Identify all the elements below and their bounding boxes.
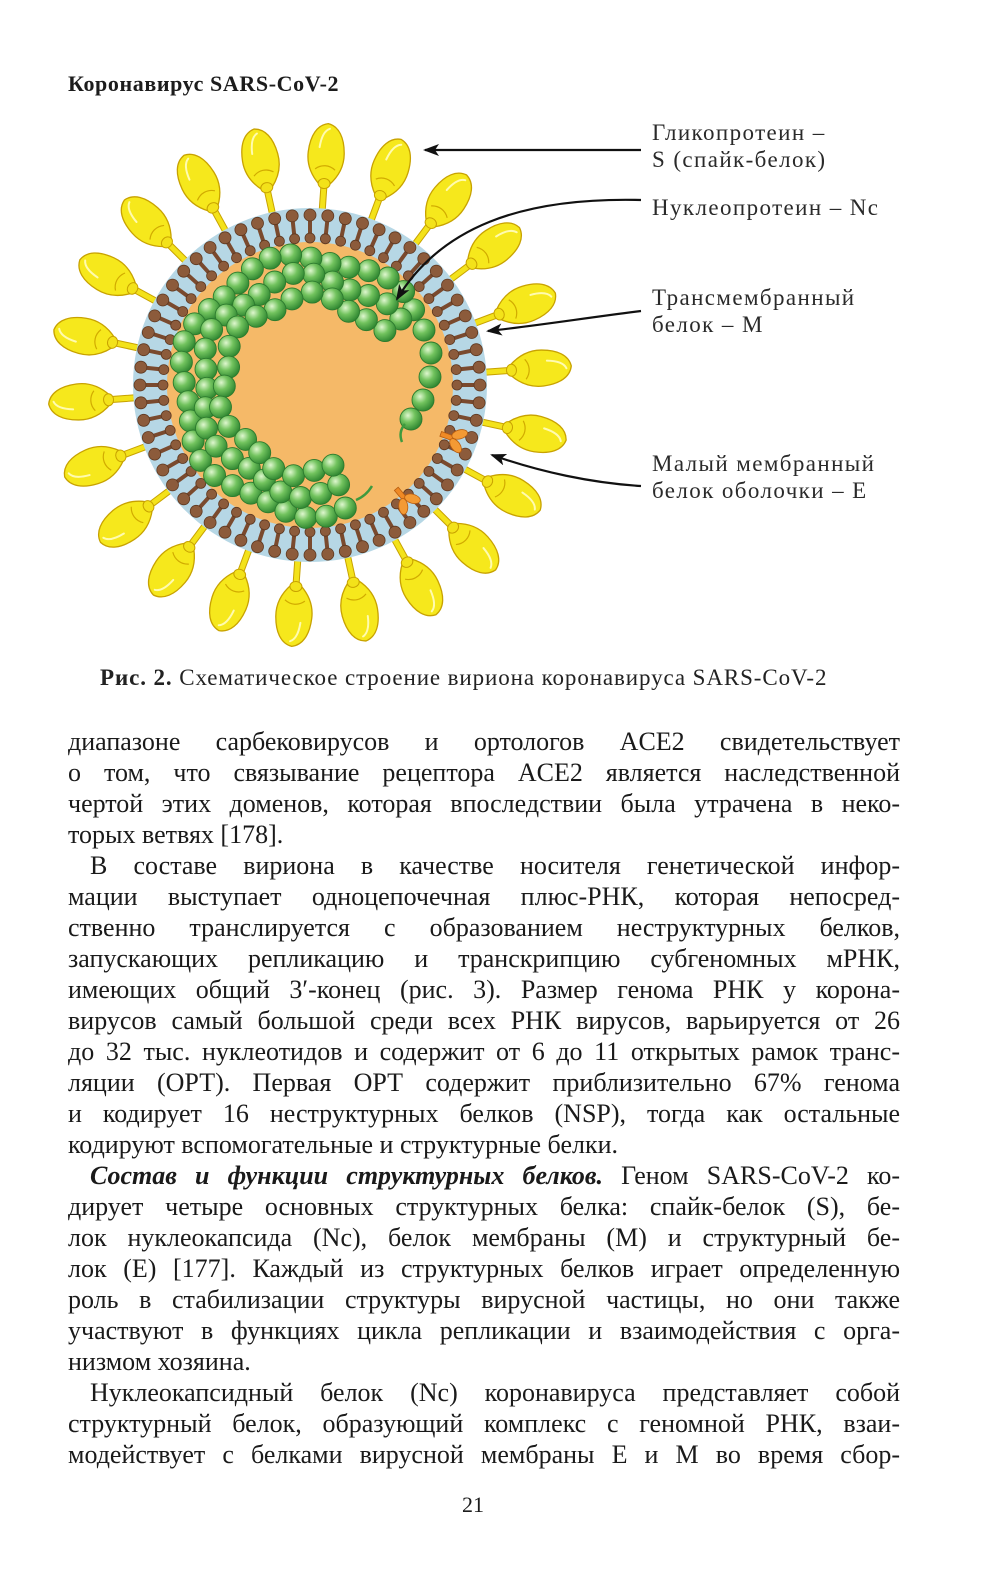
nucleocapsid-bead bbox=[413, 319, 435, 341]
text-line: диапазоне сарбековирусов и ортологов ACE2 свидетельствует bbox=[68, 727, 900, 756]
label-line: белок оболочки – E bbox=[652, 478, 868, 503]
text-line: лок (E) [177]. Каждый из структурных белков играет определенную bbox=[68, 1254, 900, 1283]
text-line: запускающих репликацию и транскрипцию субгеномных мРНК, bbox=[68, 944, 900, 973]
text-line: дирует четыре основных структурных белка: спайк-белок (S), бе- bbox=[68, 1192, 900, 1221]
nucleocapsid-bead bbox=[170, 351, 192, 373]
text-line: о том, что связывание рецептора ACE2 является наследственной bbox=[68, 758, 900, 787]
nucleocapsid-bead bbox=[218, 356, 240, 378]
nucleocapsid-bead bbox=[322, 454, 344, 476]
text-line: кодируют вспомогательные и структурные белки. bbox=[68, 1130, 618, 1159]
nucleocapsid-bead bbox=[295, 506, 317, 528]
text-line: ляции (ОРТ). Первая ОРТ содержит приблизительно 67% генома bbox=[68, 1068, 900, 1097]
paragraph bbox=[68, 726, 900, 850]
spike-glycoprotein bbox=[473, 348, 572, 391]
spike-glycoprotein bbox=[303, 122, 346, 221]
text-line: В составе вириона в качестве носителя генетической инфор- bbox=[90, 851, 900, 880]
nucleocapsid-bead bbox=[301, 281, 323, 303]
nucleocapsid-bead bbox=[213, 375, 235, 397]
figure-number: Рис. 2. bbox=[100, 665, 173, 690]
label-line: белок – M bbox=[652, 312, 764, 337]
nucleocapsid-bead bbox=[321, 288, 343, 310]
text-line: низмом хозяина. bbox=[68, 1347, 251, 1376]
text-line: имеющих общий 3′-конец (рис. 3). Размер генома РНК у корона- bbox=[68, 975, 900, 1004]
text-line: ственно транслируется с образованием неструктурных белков, bbox=[68, 913, 900, 942]
text-line: лок нуклеокапсида (Nc), белок мембраны (M) и структурный бе- bbox=[68, 1223, 900, 1252]
label-line: Малый мембранный bbox=[652, 451, 876, 476]
spike-glycoprotein bbox=[47, 379, 146, 422]
paragraph bbox=[68, 850, 900, 1160]
text-line: вирусов самый большой среди всех РНК вирусов, варьируется от 26 bbox=[68, 1006, 900, 1035]
nucleocapsid-bead bbox=[377, 267, 399, 289]
nucleocapsid-bead bbox=[263, 458, 285, 480]
label-envelope-protein bbox=[652, 450, 875, 504]
label-line: Гликопротеин – bbox=[652, 120, 826, 145]
nucleocapsid-bead bbox=[334, 497, 356, 519]
figure-caption bbox=[100, 664, 827, 692]
nucleocapsid-bead bbox=[328, 474, 350, 496]
page-number: 21 bbox=[462, 1492, 484, 1517]
text-line: мации выступает одноцепочечная плюс-РНК, которая непосред- bbox=[68, 882, 900, 911]
label-line: Трансмембранный bbox=[652, 285, 856, 310]
running-header: Коронавирус SARS-CoV-2 bbox=[68, 71, 340, 96]
nucleocapsid-bead bbox=[283, 465, 305, 487]
text-line: модействует с белками вирусной мембраны E и M во время сбор- bbox=[68, 1440, 900, 1469]
text-line bbox=[68, 1160, 900, 1191]
text-line: и кодирует 16 неструктурных белков (NSP), тогда как остальные bbox=[68, 1099, 900, 1128]
spike-glycoprotein bbox=[274, 548, 317, 647]
nucleocapsid-bead bbox=[210, 396, 232, 418]
nucleocapsid-bead bbox=[290, 487, 312, 509]
nucleocapsid-bead bbox=[227, 316, 249, 338]
text-line: роль в стабилизации структуры вирусной частицы, но они также bbox=[68, 1285, 900, 1314]
figure-caption-text: Схематическое строение вириона коронавируса SARS-CoV-2 bbox=[179, 665, 828, 690]
paragraph bbox=[68, 1377, 900, 1470]
body-text bbox=[68, 726, 900, 1470]
text-line: участвуют в функциях цикла репликации и взаимодействия с орга- bbox=[68, 1316, 900, 1345]
paragraph bbox=[68, 1160, 900, 1377]
nucleocapsid-bead bbox=[194, 338, 216, 360]
text-run: Геном SARS-CoV-2 ко- bbox=[621, 1161, 900, 1190]
nucleocapsid-bead bbox=[419, 366, 441, 388]
nucleocapsid-bead bbox=[420, 342, 442, 364]
nucleocapsid-bead bbox=[218, 335, 240, 357]
nucleocapsid-bead bbox=[201, 319, 223, 341]
nucleocapsid-bead bbox=[173, 331, 195, 353]
text-line: до 32 тыс. нуклеотидов и содержит от 6 до 11 открытых рамок транс- bbox=[68, 1037, 900, 1066]
text-line: структурный белок, образующий комплекс с геномной РНК, взаи- bbox=[68, 1409, 900, 1438]
text-line: Нуклеокапсидный белок (Nc) коронавируса представляет собой bbox=[90, 1378, 900, 1407]
nucleocapsid-bead bbox=[412, 389, 434, 411]
label-line: S (спайк-белок) bbox=[652, 147, 827, 172]
label-membrane-protein bbox=[652, 284, 856, 338]
nucleocapsid-bead bbox=[358, 260, 380, 282]
text-line: чертой этих доменов, которая впоследствии была утрачена в неко- bbox=[68, 789, 900, 818]
nucleocapsid-bead bbox=[173, 372, 195, 394]
section-run-in-heading: Состав и функции структурных белков. bbox=[90, 1161, 604, 1190]
label-nucleoprotein bbox=[652, 194, 879, 221]
label-spike-glycoprotein bbox=[652, 119, 827, 173]
text-line: торых ветвях [178]. bbox=[68, 820, 284, 849]
label-line: Нуклеопротеин – Nc bbox=[652, 195, 880, 220]
